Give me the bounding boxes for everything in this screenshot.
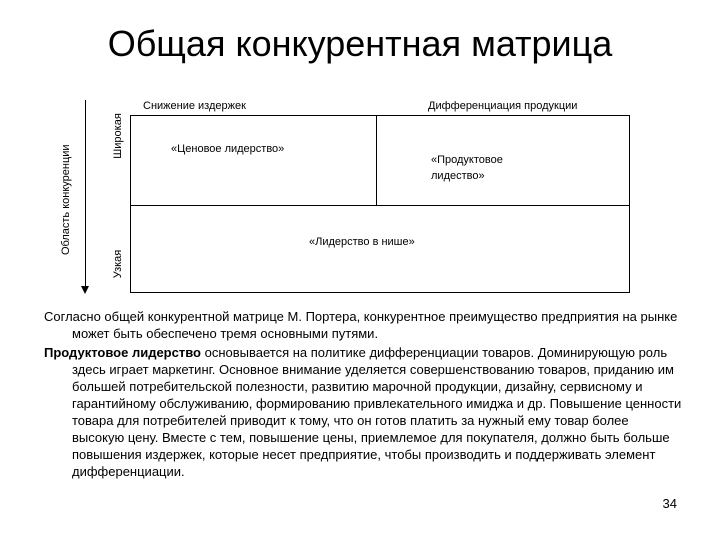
cell-cost-leadership: «Ценовое лидерство»	[171, 143, 285, 155]
product-leadership-description: основывается на политике дифференциации товаров. Доминирующую роль здесь играет маркетинг. Основное внимание уделяется совершенствованию товаров, приданию им большей потребительской полезности, развитию марочной продукции, дизайну, сервисному и гарантийному обслуживанию, формированию привлекательного имиджа и др. Повышение ценности товара для потребителей приводит к тому, что он готов платить за нужный ему товар более высокую цену. Вместе с тем, повышение цены, приемлемое для покупателя, должно быть больше повышения издержек, которые несет предприятие, чтобы производить и поддерживать элемент дифференциации.	[72, 345, 682, 479]
cell-product-leadership-line1: «Продуктовое	[431, 154, 503, 166]
column-header-cost: Снижение издержек	[143, 100, 246, 112]
product-leadership-term: Продуктовое лидерство	[44, 345, 201, 360]
competitive-matrix	[130, 115, 630, 293]
paragraph-product-leadership	[44, 344, 684, 480]
cell-niche-leadership: «Лидерство в нише»	[309, 236, 415, 248]
matrix-horizontal-divider	[131, 205, 629, 206]
matrix-vertical-divider	[376, 116, 377, 205]
cell-product-leadership	[431, 152, 503, 184]
page-number: 34	[662, 496, 677, 511]
column-header-differentiation: Дифференциация продукции	[428, 100, 578, 112]
cell-product-leadership-line2: лидество»	[431, 170, 485, 182]
row-label-wide: Широкая	[112, 113, 124, 159]
axis-arrow-head	[81, 286, 89, 294]
row-label-narrow: Узкая	[112, 249, 124, 279]
slide-title: Общая конкурентная матрица	[107, 23, 613, 64]
paragraph-intro: Согласно общей конкурентной матрице М. Портера, конкурентное преимущество предприятия на рынке может быть обеспечено тремя основными путями.	[44, 309, 678, 341]
body-text	[44, 308, 684, 482]
axis-label-competition-area: Область конкуренции	[60, 144, 72, 255]
axis-arrow-line	[85, 100, 86, 290]
